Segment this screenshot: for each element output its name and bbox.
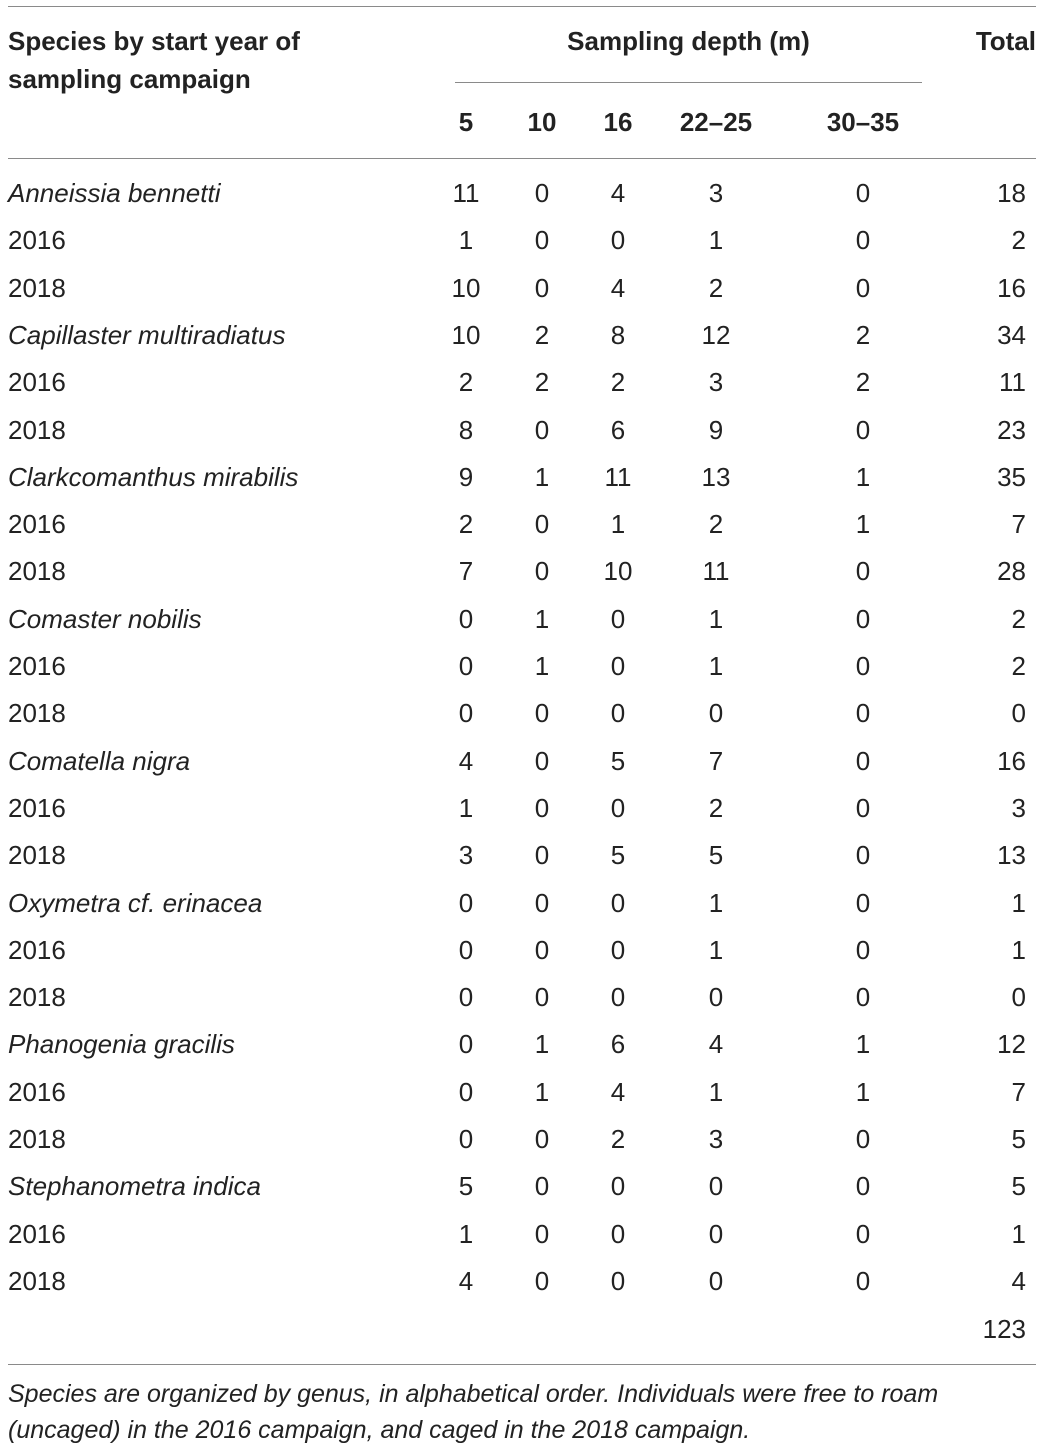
campaign-year: 2016 xyxy=(8,367,66,398)
row-total-cell: 5 xyxy=(1011,1124,1026,1154)
row-total-cell: 11 xyxy=(999,367,1026,398)
depth-count-cell: 0 xyxy=(458,887,474,918)
depth-count-cell: 0 xyxy=(458,1076,474,1107)
depth-count-cell: 1 xyxy=(708,225,724,256)
depth-count-cell: 0 xyxy=(534,887,550,918)
depth-count-cell: 13 xyxy=(701,461,731,492)
depth-count-cell: 0 xyxy=(534,698,550,729)
depth-count-cell: 6 xyxy=(610,414,626,445)
row-total-cell: 13 xyxy=(997,840,1026,871)
depth-count-cell: 4 xyxy=(458,745,474,776)
depth-count-cell: 0 xyxy=(458,651,474,681)
depth-count-cell: 1 xyxy=(534,651,550,681)
depth-count-cell: 4 xyxy=(458,1265,474,1296)
depth-column-header: 16 xyxy=(603,107,633,137)
year-row xyxy=(0,690,1042,737)
depth-count-cell: 0 xyxy=(708,1218,724,1249)
depth-count-cell: 0 xyxy=(855,225,871,256)
depth-count-cell: 1 xyxy=(610,509,626,540)
row-total-cell: 0 xyxy=(1011,982,1026,1013)
campaign-year: 2016 xyxy=(8,1076,66,1107)
row-total-cell: 2 xyxy=(1011,225,1026,256)
depth-count-cell: 0 xyxy=(534,1218,550,1249)
depth-count-cell: 3 xyxy=(708,1124,724,1154)
species-row xyxy=(0,738,1042,785)
depth-count-cell: 0 xyxy=(855,556,871,587)
campaign-year: 2018 xyxy=(8,1124,66,1154)
campaign-year: 2018 xyxy=(8,698,66,729)
depth-count-cell: 0 xyxy=(855,792,871,823)
species-column-header xyxy=(8,22,300,98)
depth-count-cell: 0 xyxy=(855,178,871,208)
depth-count-cell: 0 xyxy=(855,603,871,634)
depth-count-cell: 4 xyxy=(610,178,626,208)
depth-count-cell: 5 xyxy=(610,840,626,871)
depth-count-cell: 0 xyxy=(458,982,474,1013)
year-row xyxy=(0,974,1042,1021)
campaign-year: 2018 xyxy=(8,414,66,445)
depth-count-cell: 0 xyxy=(534,792,550,823)
depth-count-cell: 0 xyxy=(534,1124,550,1154)
depth-count-cell: 0 xyxy=(855,887,871,918)
depth-count-cell: 1 xyxy=(534,603,550,634)
table-footnote: Species are organized by genus, in alphabetical order. Individuals were free to roam (uncaged) in the 2016 campaign, and caged in the 2018 campaign. xyxy=(8,1380,939,1444)
depth-count-cell: 1 xyxy=(534,461,550,492)
species-name: Oxymetra cf. erinacea xyxy=(8,887,263,918)
depth-count-cell: 2 xyxy=(534,319,550,350)
row-total-cell: 28 xyxy=(997,556,1026,587)
depth-count-cell: 1 xyxy=(855,509,871,540)
campaign-year: 2018 xyxy=(8,982,66,1013)
species-row xyxy=(0,1021,1042,1068)
depth-count-cell: 1 xyxy=(708,651,724,681)
depth-count-cell: 8 xyxy=(458,414,474,445)
row-total-cell: 7 xyxy=(1011,1076,1026,1107)
depth-count-cell: 2 xyxy=(610,367,626,398)
depth-count-cell: 0 xyxy=(855,840,871,871)
depth-count-cell: 0 xyxy=(610,1171,626,1202)
depth-count-cell: 1 xyxy=(458,225,474,256)
year-row xyxy=(0,1211,1042,1258)
campaign-year: 2018 xyxy=(8,840,66,871)
depth-count-cell: 2 xyxy=(458,367,474,398)
depth-count-cell: 0 xyxy=(708,698,724,729)
depth-count-cell: 2 xyxy=(458,509,474,540)
depth-count-cell: 0 xyxy=(610,651,626,681)
depth-count-cell: 3 xyxy=(708,367,724,398)
depth-count-cell: 1 xyxy=(458,1218,474,1249)
depth-count-cell: 0 xyxy=(610,887,626,918)
depth-count-cell: 0 xyxy=(534,178,550,208)
depth-count-cell: 0 xyxy=(855,1124,871,1154)
year-row xyxy=(0,407,1042,454)
row-total-cell: 3 xyxy=(1011,792,1026,823)
depth-count-cell: 7 xyxy=(458,556,474,587)
depth-count-cell: 0 xyxy=(610,1265,626,1296)
depth-count-cell: 0 xyxy=(458,934,474,965)
depth-count-cell: 7 xyxy=(708,745,724,776)
species-row xyxy=(0,454,1042,501)
year-row xyxy=(0,265,1042,312)
species-name: Clarkcomanthus mirabilis xyxy=(8,461,299,492)
depth-count-cell: 0 xyxy=(855,1171,871,1202)
year-row xyxy=(0,927,1042,974)
year-row xyxy=(0,643,1042,690)
depth-count-cell: 0 xyxy=(610,225,626,256)
species-row xyxy=(0,1163,1042,1210)
depth-count-cell: 0 xyxy=(708,1171,724,1202)
depth-count-cell: 0 xyxy=(534,225,550,256)
depth-count-cell: 9 xyxy=(458,461,474,492)
species-name: Capillaster multiradiatus xyxy=(8,319,286,350)
species-row xyxy=(0,312,1042,359)
depth-column-header: 5 xyxy=(458,107,474,137)
campaign-year: 2016 xyxy=(8,651,66,681)
grand-total: 123 xyxy=(982,1314,1026,1344)
campaign-year: 2018 xyxy=(8,1265,66,1296)
depth-count-cell: 2 xyxy=(610,1124,626,1154)
depth-count-cell: 0 xyxy=(534,272,550,303)
year-row xyxy=(0,1116,1042,1163)
row-total-cell: 1 xyxy=(1011,934,1026,965)
year-row xyxy=(0,501,1042,548)
depth-count-cell: 0 xyxy=(534,745,550,776)
depth-count-cell: 0 xyxy=(855,414,871,445)
table-top-rule xyxy=(8,6,1036,7)
species-name: Phanogenia gracilis xyxy=(8,1029,235,1060)
depth-count-cell: 0 xyxy=(855,698,871,729)
depth-count-cell: 0 xyxy=(610,698,626,729)
depth-count-cell: 0 xyxy=(534,982,550,1013)
depth-count-cell: 0 xyxy=(708,982,724,1013)
year-row xyxy=(0,832,1042,879)
depth-count-cell: 10 xyxy=(451,319,481,350)
depth-count-cell: 1 xyxy=(855,461,871,492)
depth-count-cell: 11 xyxy=(452,178,480,208)
depth-count-cell: 0 xyxy=(534,414,550,445)
depth-count-cell: 0 xyxy=(458,1124,474,1154)
depth-count-cell: 0 xyxy=(855,934,871,965)
species-name: Anneissia bennetti xyxy=(8,178,221,208)
row-total-cell: 1 xyxy=(1011,887,1026,918)
row-total-cell: 2 xyxy=(1011,651,1026,681)
depth-count-cell: 0 xyxy=(534,840,550,871)
row-total-cell: 16 xyxy=(997,272,1026,303)
depth-count-cell: 2 xyxy=(855,367,871,398)
campaign-year: 2016 xyxy=(8,225,66,256)
depth-count-cell: 1 xyxy=(458,792,474,823)
depth-column-header: 30–35 xyxy=(826,107,900,137)
row-total-cell: 35 xyxy=(997,461,1026,492)
depth-count-cell: 0 xyxy=(855,745,871,776)
depth-count-cell: 0 xyxy=(855,651,871,681)
depth-count-cell: 0 xyxy=(534,1171,550,1202)
depth-count-cell: 0 xyxy=(610,982,626,1013)
row-total-cell: 16 xyxy=(997,745,1026,776)
table-header-rule xyxy=(8,158,1036,159)
depth-count-cell: 0 xyxy=(855,1218,871,1249)
row-total-cell: 5 xyxy=(1011,1171,1026,1202)
depth-group-rule xyxy=(455,82,922,83)
depth-count-cell: 0 xyxy=(458,603,474,634)
depth-column-header: 22–25 xyxy=(679,107,753,137)
depth-count-cell: 9 xyxy=(708,414,724,445)
table-footer-rule xyxy=(8,1364,1036,1365)
depth-count-cell: 10 xyxy=(603,556,633,587)
depth-column-header: 10 xyxy=(527,107,557,137)
row-total-cell: 12 xyxy=(997,1029,1026,1060)
depth-count-cell: 2 xyxy=(708,792,724,823)
depth-count-cell: 0 xyxy=(855,272,871,303)
depth-count-cell: 5 xyxy=(708,840,724,871)
depth-count-cell: 4 xyxy=(708,1029,724,1060)
year-row xyxy=(0,548,1042,595)
depth-group-header: Sampling depth (m) xyxy=(567,26,810,56)
depth-count-cell: 5 xyxy=(610,745,626,776)
campaign-year: 2016 xyxy=(8,792,66,823)
depth-count-cell: 0 xyxy=(855,982,871,1013)
depth-count-cell: 2 xyxy=(708,509,724,540)
year-row xyxy=(0,217,1042,264)
depth-count-cell: 0 xyxy=(534,556,550,587)
row-total-cell: 18 xyxy=(997,178,1026,208)
row-total-cell: 1 xyxy=(1011,1218,1026,1249)
depth-count-cell: 8 xyxy=(610,319,626,350)
depth-count-cell: 4 xyxy=(610,1076,626,1107)
campaign-year: 2018 xyxy=(8,272,66,303)
depth-count-cell: 3 xyxy=(458,840,474,871)
depth-count-cell: 0 xyxy=(610,792,626,823)
species-name: Stephanometra indica xyxy=(8,1171,261,1202)
depth-count-cell: 0 xyxy=(610,1218,626,1249)
row-total-cell: 34 xyxy=(997,319,1026,350)
depth-count-cell: 1 xyxy=(708,934,724,965)
species-column-header-line1: Species by start year of xyxy=(8,26,300,56)
total-column-header: Total xyxy=(975,26,1036,56)
depth-count-cell: 6 xyxy=(610,1029,626,1060)
depth-count-cell: 5 xyxy=(458,1171,474,1202)
depth-count-cell: 0 xyxy=(610,934,626,965)
depth-count-cell: 0 xyxy=(458,698,474,729)
row-total-cell: 4 xyxy=(1011,1265,1026,1296)
row-total-cell: 2 xyxy=(1011,603,1026,634)
species-column-header-line2: sampling campaign xyxy=(8,64,251,94)
depth-count-cell: 12 xyxy=(701,319,731,350)
year-row xyxy=(0,359,1042,406)
species-name: Comatella nigra xyxy=(8,745,191,776)
depth-count-cell: 0 xyxy=(708,1265,724,1296)
depth-count-cell: 11 xyxy=(702,556,730,587)
depth-count-cell: 1 xyxy=(855,1029,871,1060)
species-row xyxy=(0,880,1042,927)
campaign-year: 2016 xyxy=(8,1218,66,1249)
campaign-year: 2018 xyxy=(8,556,66,587)
depth-count-cell: 0 xyxy=(458,1029,474,1060)
row-total-cell: 0 xyxy=(1011,698,1026,729)
year-row xyxy=(0,785,1042,832)
depth-count-cell: 1 xyxy=(855,1076,871,1107)
depth-count-cell: 0 xyxy=(534,1265,550,1296)
depth-count-cell: 0 xyxy=(534,509,550,540)
campaign-year: 2016 xyxy=(8,934,66,965)
depth-count-cell: 10 xyxy=(451,272,481,303)
row-total-cell: 7 xyxy=(1011,509,1026,540)
depth-count-cell: 4 xyxy=(610,272,626,303)
depth-count-cell: 0 xyxy=(610,603,626,634)
depth-count-cell: 1 xyxy=(708,1076,724,1107)
depth-count-cell: 1 xyxy=(534,1029,550,1060)
row-total-cell: 23 xyxy=(997,414,1026,445)
depth-count-cell: 2 xyxy=(708,272,724,303)
depth-count-cell: 2 xyxy=(855,319,871,350)
depth-count-cell: 1 xyxy=(708,603,724,634)
depth-count-cell: 0 xyxy=(534,934,550,965)
year-row xyxy=(0,1069,1042,1116)
depth-count-cell: 0 xyxy=(855,1265,871,1296)
depth-count-cell: 1 xyxy=(534,1076,550,1107)
depth-count-cell: 11 xyxy=(604,461,632,492)
depth-count-cell: 1 xyxy=(708,887,724,918)
campaign-year: 2016 xyxy=(8,509,66,540)
species-row xyxy=(0,596,1042,643)
depth-count-cell: 3 xyxy=(708,178,724,208)
depth-count-cell: 2 xyxy=(534,367,550,398)
species-name: Comaster nobilis xyxy=(8,603,202,634)
year-row xyxy=(0,1258,1042,1305)
species-row xyxy=(0,170,1042,217)
